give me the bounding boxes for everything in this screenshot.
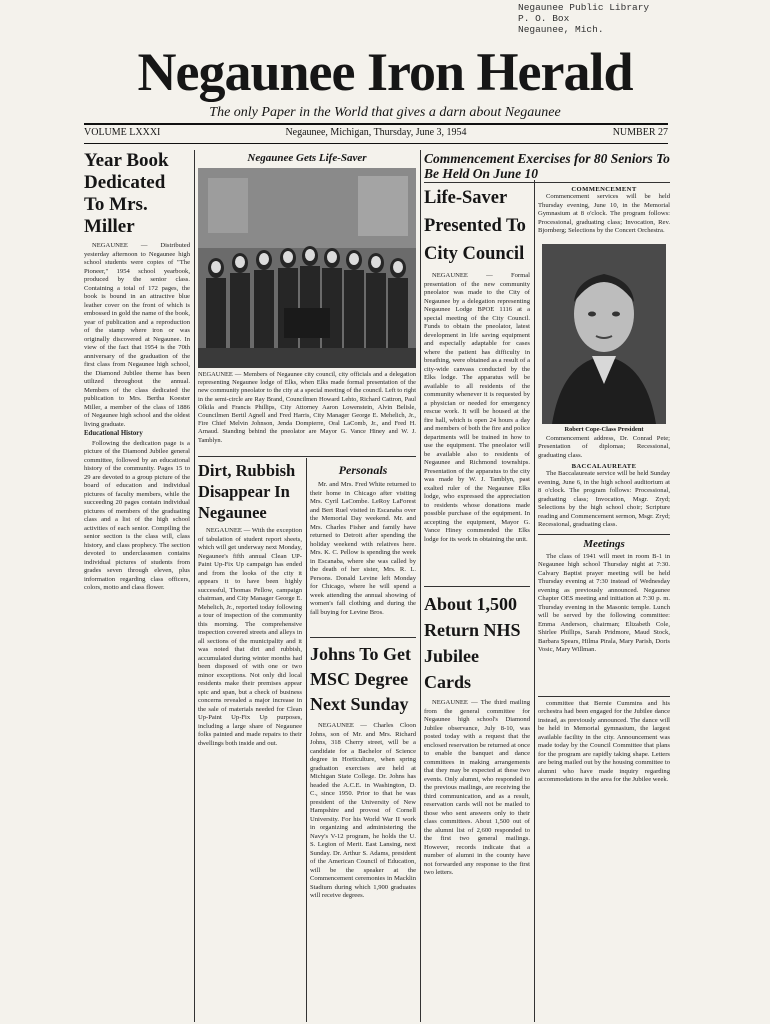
section-rule (424, 182, 670, 183)
personals-headline: Personals (338, 463, 388, 477)
headline: Year Book Dedicated To Mrs. Miller (84, 150, 169, 237)
column-rule (306, 458, 307, 1022)
personals-body: Mr. and Mrs. Fred White returned to their home in Chicago after visiting Mrs. Cyril LaCombe. LeRoy LaForest and Bert Ruel visited in Escanaba over the Memorial Day weekend. Mr. and Mrs. Charles Fisher and family have returned to Detroit after spending the holiday weekend with relatives here. Mrs. K. C. Pellow is spending the week in Escanaba, where she was called by the death of her sister, Mrs. R. L. Persons. Donald Levine left Monday for Chicago, where he will spend a week attending the annual showing of women's fall clothing and during the fall buying for Levine Bros. (310, 481, 416, 616)
meetings-body: The class of 1941 will meet in room B-1 in Negaunee high school Thursday night at 7:30. Calvary Baptist prayer meeting will be held Thursday evening at 7:30 instead of Wednesday evening as previously announced. Negaunee Chapter OES meeting and initiation at 7:30 p. m. Thursday evening in the Masonic temple. Lunch will be served by the following committee: Emma Anderson, chairman; Elizabeth Cole, Shirlee Phillips, Sarah Pridmore, Maud Stock, Barbara Spears, Hilma Pirala, Mary Parish, Doris Vosic, Mary Willman. (538, 552, 670, 653)
nhs-continued-body: committee that Bernie Cummins and his orchestra had been engaged for the Jubilee dance instead, as previously announced. The dance will be held in Memorial gymnasium, the largest available facility in the city. Announcement was made today by the Council Committee that plans for the program are rapidly taking shape. Letters are being mailed out by the housing committee to alumni who have made inquiry regarding accommodations in the area for the Jubilee week. (538, 699, 670, 783)
johns-headline: Johns To Get MSC Degree Next Sunday (310, 644, 412, 714)
commencement-column (538, 186, 670, 1022)
library-stamp: Negaunee Public Library P. O. Box Negaunee, Mich. (518, 2, 650, 35)
nhs-body: NEGAUNEE — The third mailing from the general committee for Negaunee high school's Diamond Jubilee observance, July 8-10, was posted today with a request that the enclosed reservation be returned at once to enable the banquet and dance committees in making arrangements that they may be expected at these two events. Only alumni, who responded to the previous mailings, are receiving the third communication, and as a result, reservation cards will not be mailed to those who sent answers only to their class committees. About 1,500 out of the alumni list of 2,600 responded to the first two general mailings. However, records indicate that a number of alumni in the county have not forwarded any response to the first two letters. (424, 699, 530, 876)
subhead: Educational History (84, 430, 143, 437)
subhead: COMMENCEMENT (571, 186, 637, 193)
section-rule (198, 456, 416, 457)
johns-body: NEGAUNEE — Charles Cloon Johns, son of Mr. and Mrs. Richard Johns, 318 Cherry street, will be a candidate for a Bachelor of Science degree in Horticulture, when spring graduation exercises are held at Michigan State College. Dr. Johns has headed the A.C.E. in Washington, D. C., since 1950. Prior to that he was president of the University of New Hampshire and provost of Cornell University. For his World War II work in organizing and administering the Navy's V-12 program, he holds the U. S. Legion of Merit. East Lansing, next Sunday. Dr. Arthur S. Adams, president of the American Council of Education, will be the speaker at the Commencement ceremonies in Macklin Stadium during which 1,900 graduates will receive degrees. (310, 722, 416, 899)
masthead: Negaunee Iron Herald (137, 42, 633, 102)
column-rule (420, 150, 421, 1022)
baccalaureate-body: The Baccalaureate service will be held Sunday evening, June 6, in the high school auditorium at 8 o'clock. The program follows: Processional, graduating class; Invocation, Msgr. Zryd; Selections by the high school choir; Scripture reading and Commencement sermon, Msgr. Zryd; Recessional, graduating class. (538, 470, 670, 528)
photo-caption: Robert Cope-Class President (564, 425, 644, 433)
issue-date: Negaunee, Michigan, Thursday, June 3, 1954 (285, 127, 467, 138)
motto: The only Paper in the World that gives a darn about Negaunee (209, 105, 561, 120)
subhead: BACCALAUREATE (571, 463, 637, 470)
headline: Dirt, Rubbish Disappear In Negaunee (198, 461, 296, 522)
commencement-body-2: Commencement address, Dr. Conrad Pete; Presentation of diplomas; Recessional, graduating class. (538, 434, 670, 459)
dirt-rubbish-article (198, 460, 302, 1022)
group-photo-image (198, 168, 416, 368)
commencement-body: Commencement services will be held Thursday evening, June 10, in the Memorial Gymnasium at 8 o'clock. The program follows: Processional, graduating class; Invocation, Rev. Bjornberg; Selections by the Concert Orchestra. (538, 193, 670, 234)
nhs-headline: About 1,500 Return NHS Jubilee Cards (424, 594, 521, 692)
city-council-column (424, 184, 530, 1022)
article-body: NEGAUNEE — Distributed yesterday afternoon to Negaunee high school students were copies of "The Pioneer," 1954 school yearbook, produced by the senior class. Containing a total of 172 pages, the book is bound in an attractive blue leather cover on the front of which is embossed in gold the name of the book, year of publication and a reproduction of the stamp where iron or was originally discovered at Negaunee. In view of the fact that 1954 is the 70th anniversary of the graduation of the first class from Negaunee high school, the Diamond Jubilee theme has been utilized throughout the annual. Members of the class dedicated the publication to Mrs. Bertha Koester Miller, a member of the class of 1886 of Negaunee high school and the oldest living graduate. Educational History Following the dedication page is a picture of the Diamond Jubilee general committee, followed by an educational history of the community. Pages 15 to 29 are devoted to a group picture of the board of education and individual pictures of faculty members, while the succeeding 20 pages contain individual pictures of members of the graduating class and a list of the high school activities of each senior. Compiling the senior section is the class will, class history, and class prophecy. The section devoted to underclassmen contains individual pictures of students from grades seven through eleven, plus information regarding class officers, colors, motto and class flower. (84, 242, 190, 591)
meetings-headline: Meetings (583, 537, 625, 550)
personals-johns-column (310, 462, 416, 1022)
column-rule (534, 180, 535, 1022)
lifesaver-photo-block (198, 150, 416, 454)
yearbook-article (84, 150, 190, 1022)
masthead-rule-bottom (84, 143, 668, 144)
commencement-headline: Commencement Exercises for 80 Seniors To Be Held On June 10 (424, 151, 670, 181)
photo-title: Negaunee Gets Life-Saver (247, 152, 367, 164)
masthead-rule-top (84, 123, 668, 125)
article-body: NEGAUNEE — With the exception of tabulation of student report sheets, which will get underway next Monday, Negaunee's fifth annual Clean UP-Paint Up-Fix Up campaign has ended and from the looks of the city it appears it to have been highly successful, Thomas Pellow, campaign chairman, and City Manager George E. Mehelich, Jr., reported today following a tour of inspection of the community this morning. The comprehensive inspection covered streets and alleys in all sections of the municipality and it was noted that dirt and rubbish, accumulated during winter months had been disposed of with one or two minor exceptions. Not only did local residents make their premises appear spic and span, but a check of business concerns revealed a major increase in the sale of materials needed for Clean Up-Paint Up-Fix Up purposes, including a large share of Negaunee folks painted and made repairs to their dwellings both inside and out. (198, 527, 302, 747)
portrait-image (542, 244, 666, 424)
issue-number: NUMBER 27 (612, 127, 668, 138)
column-rule (194, 150, 195, 1022)
city-council-body: NEGAUNEE — Formal presentation of the new community pneolator was made to the City of Negaunee by a delegation representing Negaunee Lodge BPOE 1116 at a special meeting of the City Council. Funds to obtain the pneolator, latest development in life saving equipment and especially adaptable for cases where the patient has difficulty in breathing, were obtained as a result of a city-wide canvass conducted by the Elks lodge. The apparatus will be available to all residents of the community whenever it is requested by a physician or needed for emergency rescue work. It will be housed at the fire hall, which is open 24 hours a day and members of both the fire and police departments will be trained in how to use the equipment. The pneolator will be available also to residents of Negaunee and Richmond townships. Presentation of the apparatus to the city was made by W. J. Tamblyn, past exalted ruler of the Negaunee Elks lodge, who expressed the appreciation to residents whose donations made possible purchase of the equipment. In accepting the equipment, Mayor G. Vance Hiney commended the Elks lodge for its work in obtaining the unit. (424, 272, 530, 543)
dateline (84, 126, 668, 140)
class-president-photo (542, 244, 666, 424)
city-council-headline: Life-Saver Presented To City Council (424, 188, 526, 264)
volume: VOLUME LXXXI (84, 127, 161, 138)
photo-caption: NEGAUNEE — Members of Negaunee city council, city officials and a delegation representing Negaunee lodge of Elks, when Elks made formal presentation of the new community pneolator to the city at a special meeting of the council. Left to right in the semi-circle are Ray Brand, Councilmen Howard Lehto, Richard Cattron, Paul Olkila and Francis Phillips, City Attorney Aaron Lowenstein, Alvin Belisle, Councilmen Bertil Agnell and Fred Harris, City Manager George E. Mehelich, Jr., Fire Chief Melvin Johnson, Jenda Dompierre, Oral LaComb, Jr., and Fred H. Arnaud. Standing behind the pneolator are Mayor G. Vance Hiney and W. J. Tamblyn. (198, 371, 416, 444)
group-photo (198, 168, 416, 368)
